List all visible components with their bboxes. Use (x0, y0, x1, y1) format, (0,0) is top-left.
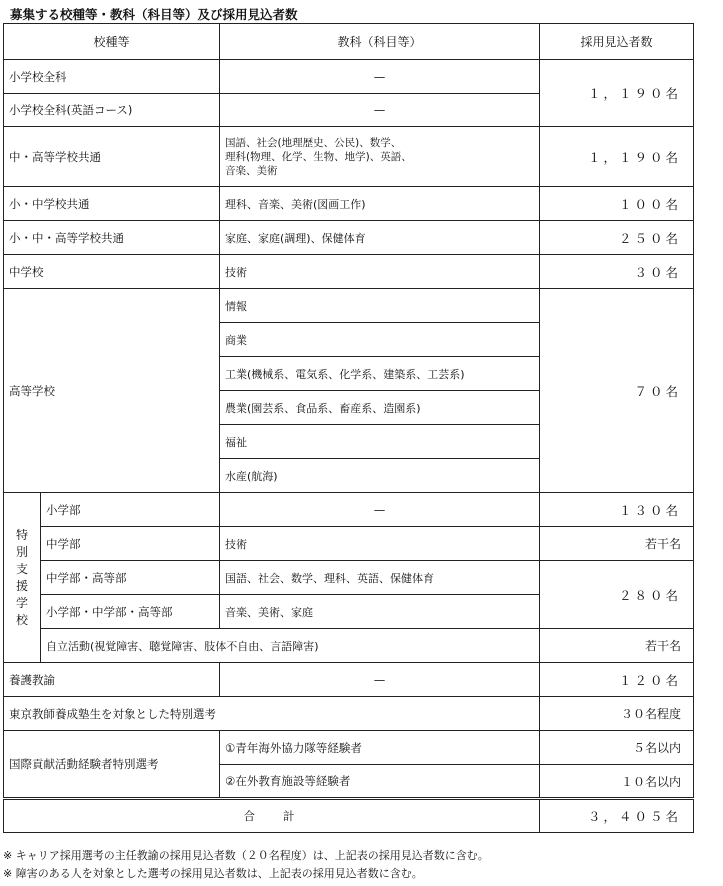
table-row (4, 255, 694, 289)
subject-line: 国語、社会(地理歴史、公民)、数学、 (225, 136, 402, 149)
count-cell: １３０名 (540, 493, 694, 527)
subject-cell: — (220, 94, 540, 127)
footnote: ※ 障害のある人を対象とした選考の採用見込者数は、上記表の採用見込者数に含む。 (3, 867, 423, 880)
table-row (4, 493, 694, 527)
subject-cell: — (220, 60, 540, 94)
header-count: 採用見込者数 (540, 24, 694, 60)
count-cell: １００名 (540, 187, 694, 221)
table-row (4, 127, 694, 187)
special-school-label (4, 493, 41, 663)
count-cell: １２０名 (540, 663, 694, 697)
count-cell: １，１９０名 (540, 60, 694, 127)
school-cell: 小学校全科 (4, 60, 220, 94)
subject-cell: ①青年海外協力隊等経験者 (220, 731, 540, 765)
independence-cell: 自立活動(視覚障害、聴覚障害、肢体不自由、言語障害) (41, 629, 540, 663)
header-school: 校種等 (4, 24, 220, 60)
dept-cell: 中学部 (41, 527, 220, 561)
subject-cell: 商業 (220, 323, 540, 357)
count-cell: ３０名 (540, 255, 694, 289)
count-cell: ５名以内 (540, 731, 694, 765)
school-cell: 小・中・高等学校共通 (4, 221, 220, 255)
table-row (4, 697, 694, 731)
school-cell: 小学校全科(英語コース) (4, 94, 220, 127)
subject-cell: 理科、音楽、美術(図画工作) (220, 187, 540, 221)
count-cell: ７０名 (540, 289, 694, 493)
page-title: 募集する校種等・教科（科目等）及び採用見込者数 (10, 7, 298, 22)
count-cell: ３０名程度 (540, 697, 694, 731)
subject-cell: 福祉 (220, 425, 540, 459)
subject-line: 理科(物理、化学、生物、地学)、英語、 (225, 150, 412, 163)
footnote: ※ キャリア採用選考の主任教諭の採用見込者数（２０名程度）は、上記表の採用見込者数に含む。 (3, 849, 489, 862)
footnotes (3, 847, 489, 883)
count-cell: 若干名 (540, 629, 694, 663)
count-cell: 若干名 (540, 527, 694, 561)
school-cell: 高等学校 (4, 289, 220, 493)
recruitment-table (3, 23, 694, 833)
subject-line: 音楽、美術 (225, 164, 278, 177)
table-row (4, 221, 694, 255)
subject-cell: 技術 (220, 255, 540, 289)
subject-cell: — (220, 493, 540, 527)
count-cell: １，１９０名 (540, 127, 694, 187)
dept-cell: 小学部 (41, 493, 220, 527)
count-cell: ２８０名 (540, 561, 694, 629)
label-char: 支 (15, 561, 28, 576)
school-cell: 東京教師養成塾生を対象とした特別選考 (4, 697, 540, 731)
label-char: 援 (15, 578, 28, 593)
school-cell: 中学校 (4, 255, 220, 289)
subject-cell: 技術 (220, 527, 540, 561)
subject-cell: — (220, 663, 540, 697)
total-count: ３，４０５名 (540, 799, 694, 833)
subject-cell: 音楽、美術、家庭 (220, 595, 540, 629)
subject-cell: ②在外教育施設等経験者 (220, 765, 540, 799)
label-char: 学 (15, 595, 28, 610)
school-cell: 小・中学校共通 (4, 187, 220, 221)
table-row (4, 60, 694, 94)
label-char: 特 (15, 527, 28, 542)
count-cell: １０名以内 (540, 765, 694, 799)
table-row (4, 187, 694, 221)
dept-cell: 小学部・中学部・高等部 (41, 595, 220, 629)
header-subject: 教科（科目等） (220, 24, 540, 60)
table-row (4, 663, 694, 697)
subject-cell: 家庭、家庭(調理)、保健体育 (220, 221, 540, 255)
table-row (4, 629, 694, 663)
subject-cell: 国語、社会、数学、理科、英語、保健体育 (220, 561, 540, 595)
subject-cell: 工業(機械系、電気系、化学系、建築系、工芸系) (220, 357, 540, 391)
table-row (4, 561, 694, 595)
dept-cell: 中学部・高等部 (41, 561, 220, 595)
label-char: 校 (15, 612, 28, 627)
school-cell: 中・高等学校共通 (4, 127, 220, 187)
table-row (4, 731, 694, 765)
school-cell: 養護教諭 (4, 663, 220, 697)
subject-cell: 水産(航海) (220, 459, 540, 493)
header-row (4, 24, 694, 60)
school-cell: 国際貢献活動経験者特別選考 (4, 731, 220, 799)
total-label: 合計 (4, 799, 540, 833)
subject-cell: 情報 (220, 289, 540, 323)
total-row (4, 799, 694, 833)
count-cell: ２５０名 (540, 221, 694, 255)
table-row (4, 289, 694, 323)
subject-cell (220, 127, 540, 187)
label-char: 別 (15, 544, 28, 559)
subject-cell: 農業(園芸系、食品系、畜産系、造園系) (220, 391, 540, 425)
table-row (4, 527, 694, 561)
